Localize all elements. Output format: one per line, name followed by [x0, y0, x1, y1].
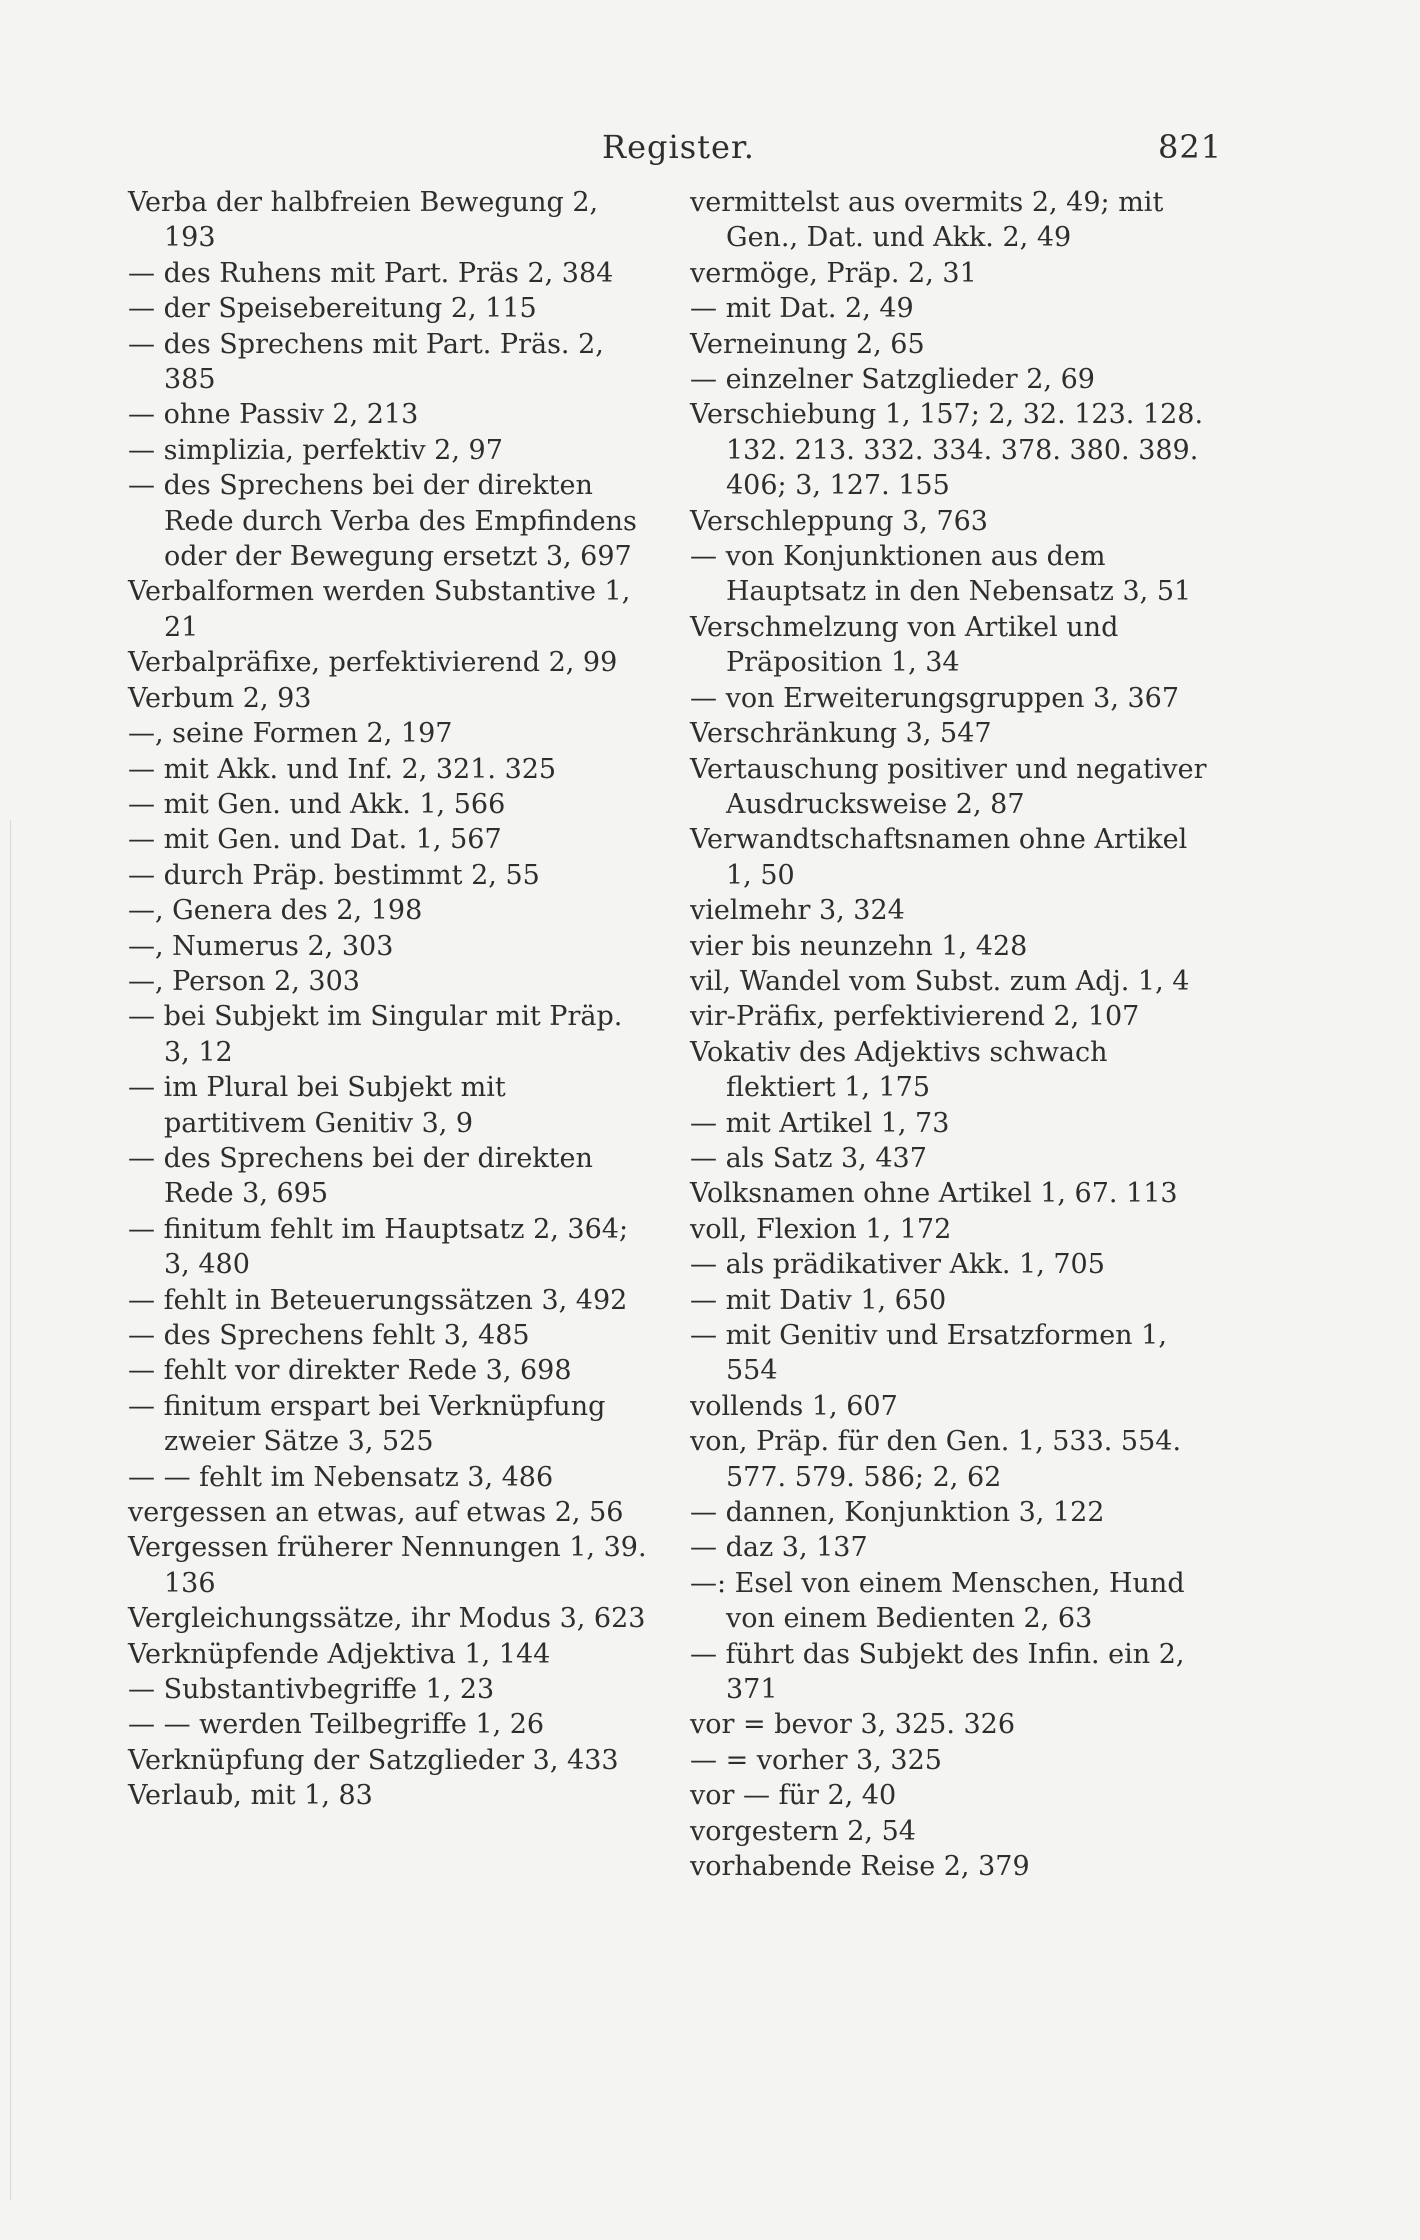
index-entry: — des Sprechens mit Part. Präs. 2, 385: [128, 328, 604, 396]
index-entry: — = vorher 3, 325: [690, 1744, 942, 1776]
index-entry: Verneinung 2, 65: [690, 328, 925, 360]
index-entry: Verbalformen werden Substantive 1, 21: [128, 576, 631, 643]
index-entry: —, Person 2, 303: [128, 965, 360, 997]
index-entry: vier bis neunzehn 1, 428: [690, 930, 1028, 962]
index-entry: voll, Flexion 1, 172: [690, 1213, 952, 1245]
index-column-left: [128, 185, 648, 1814]
index-entry: vermittelst aus overmits 2, 49; mit Gen., Dat. und Akk. 2, 49: [690, 187, 1164, 254]
index-entry: — einzelner Satzglieder 2, 69: [690, 364, 1095, 396]
index-entry: Verknüpfende Adjektiva 1, 144: [128, 1638, 551, 1670]
index-entry: vorhabende Reise 2, 379: [690, 1851, 1030, 1883]
page-header: [0, 128, 1420, 178]
index-entry: — mit Gen. und Akk. 1, 566: [128, 788, 506, 820]
index-entry: — — fehlt im Nebensatz 3, 486: [128, 1461, 554, 1493]
index-entry: Vergessen früherer Nennungen 1, 39. 136: [128, 1532, 647, 1599]
index-entry: vorgestern 2, 54: [690, 1815, 916, 1847]
index-entry: — bei Subjekt im Singular mit Präp. 3, 12: [128, 1001, 623, 1068]
index-entry: Verschleppung 3, 763: [690, 505, 988, 537]
index-entry: Verlaub, mit 1, 83: [128, 1780, 373, 1812]
index-entry: Vergleichungssätze, ihr Modus 3, 623: [128, 1603, 646, 1635]
index-entry: — mit Gen. und Dat. 1, 567: [128, 824, 502, 856]
index-entry: — der Speisebereitung 2, 115: [128, 293, 537, 325]
index-entry: — finitum fehlt im Hauptsatz 2, 364; 3, 480: [128, 1213, 629, 1281]
index-entry: — daz 3, 137: [690, 1532, 868, 1564]
index-entry: — mit Genitiv und Ersatzformen 1, 554: [690, 1320, 1167, 1387]
index-entry: — von Konjunktionen aus dem Hauptsatz in den Nebensatz 3, 51: [690, 541, 1192, 608]
index-entry: — führt das Subjekt des Infin. ein 2, 371: [690, 1638, 1185, 1706]
index-entry: Verschiebung 1, 157; 2, 32. 123. 128. 132. 213. 332. 334. 378. 380. 389. 406; 3, 127. 155: [690, 399, 1204, 502]
index-entry: Vertauschung positiver und negativer Ausdrucksweise 2, 87: [690, 753, 1207, 820]
index-entry: — durch Präp. bestimmt 2, 55: [128, 859, 540, 891]
index-entry: Verknüpfung der Satzglieder 3, 433: [128, 1744, 619, 1776]
index-entry: — mit Artikel 1, 73: [690, 1107, 950, 1139]
index-entry: —, seine Formen 2, 197: [128, 718, 453, 750]
index-entry: vermöge, Präp. 2, 31: [690, 257, 977, 289]
scan-margin-line: [10, 820, 11, 2200]
index-entry: Volksnamen ohne Artikel 1, 67. 113: [690, 1178, 1178, 1210]
index-entry: — fehlt vor direkter Rede 3, 698: [128, 1355, 572, 1387]
index-entry: — — werden Teilbegriffe 1, 26: [128, 1709, 545, 1741]
index-entry: — des Sprechens bei der direkten Rede durch Verba des Empfindens oder der Bewegung ersetzt 3, 697: [128, 470, 637, 573]
index-entry: Vokativ des Adjektivs schwach flektiert 1, 175: [690, 1036, 1108, 1104]
index-entry: — von Erweiterungsgruppen 3, 367: [690, 682, 1180, 714]
index-entry: Verbum 2, 93: [128, 682, 312, 714]
index-entry: — dannen, Konjunktion 3, 122: [690, 1497, 1105, 1529]
index-entry: vor = bevor 3, 325. 326: [690, 1709, 1016, 1741]
index-entry: — im Plural bei Subjekt mit partitivem Genitiv 3, 9: [128, 1072, 506, 1139]
index-entry: Verbalpräfixe, perfektivierend 2, 99: [128, 647, 618, 679]
index-entry: — mit Dativ 1, 650: [690, 1284, 947, 1316]
index-entry: — ohne Passiv 2, 213: [128, 399, 419, 431]
index-entry: Verba der halbfreien Bewegung 2, 193: [128, 187, 599, 254]
running-head: Register.: [602, 128, 755, 166]
index-entry: —, Numerus 2, 303: [128, 930, 394, 962]
index-entry: — Substantivbegriffe 1, 23: [128, 1674, 495, 1706]
index-entry: vil, Wandel vom Subst. zum Adj. 1, 4: [690, 965, 1190, 997]
index-entry: — des Sprechens fehlt 3, 485: [128, 1320, 530, 1351]
index-entry: vollends 1, 607: [690, 1390, 898, 1422]
index-entry: —, Genera des 2, 198: [128, 895, 423, 927]
index-column-right: [690, 185, 1212, 1885]
index-entry: — mit Akk. und Inf. 2, 321. 325: [128, 753, 557, 785]
index-entry: vielmehr 3, 324: [690, 895, 905, 927]
index-entry: —: Esel von einem Menschen, Hund von einem Bedienten 2, 63: [690, 1567, 1185, 1635]
index-entry: — mit Dat. 2, 49: [690, 293, 914, 325]
page-number: 821: [1158, 128, 1223, 166]
index-entry: — als prädikativer Akk. 1, 705: [690, 1249, 1105, 1281]
index-entry: vor — für 2, 40: [690, 1780, 897, 1812]
index-entry: — als Satz 3, 437: [690, 1142, 927, 1174]
index-entry: — fehlt in Beteuerungssätzen 3, 492: [128, 1284, 628, 1316]
index-entry: — simplizia, perfektiv 2, 97: [128, 434, 503, 466]
index-entry: Verschmelzung von Artikel und Präposition 1, 34: [690, 611, 1119, 679]
index-entry: — des Sprechens bei der direkten Rede 3, 695: [128, 1142, 593, 1210]
index-entry: — finitum erspart bei Verknüpfung zweier Sätze 3, 525: [128, 1390, 606, 1458]
index-entry: Verwandtschaftsnamen ohne Artikel 1, 50: [690, 824, 1188, 891]
index-entry: von, Präp. für den Gen. 1, 533. 554. 577. 579. 586; 2, 62: [690, 1426, 1182, 1493]
index-entry: Verschränkung 3, 547: [690, 718, 992, 750]
index-entry: vir-Präfix, perfektivierend 2, 107: [690, 1001, 1140, 1033]
index-entry: — des Ruhens mit Part. Präs 2, 384: [128, 257, 614, 289]
index-entry: vergessen an etwas, auf etwas 2, 56: [128, 1497, 624, 1529]
